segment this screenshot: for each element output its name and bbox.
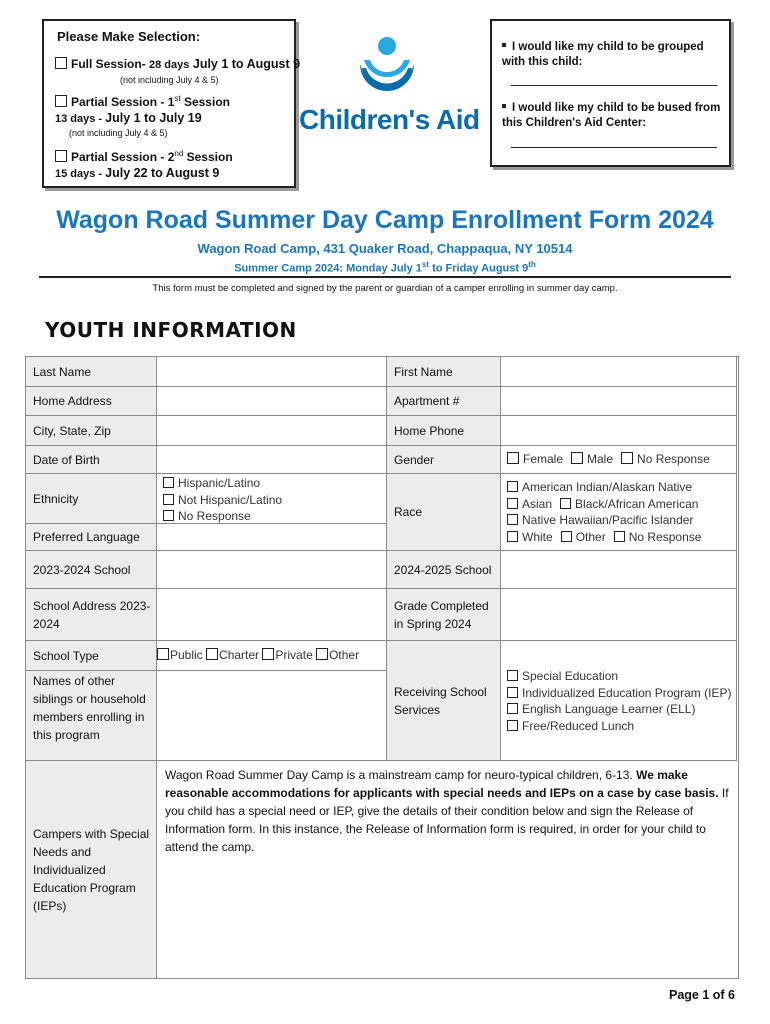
city-state-zip-label: City, State, Zip (26, 416, 157, 446)
ethnicity-option[interactable]: Not Hispanic/Latino (163, 492, 386, 509)
grade-completed-input[interactable] (501, 589, 737, 641)
gender-no-response-option[interactable]: No Response (621, 452, 710, 466)
last-name-label: Last Name (26, 357, 157, 387)
checkbox-icon[interactable] (206, 648, 218, 660)
last-name-input[interactable] (157, 357, 387, 387)
city-state-zip-input[interactable] (157, 416, 387, 446)
race-option[interactable]: Native Hawaiian/Pacific Islander (507, 512, 736, 529)
page-number: Page 1 of 6 (668, 988, 735, 1002)
checkbox-icon[interactable] (507, 703, 518, 714)
school-type-private-option[interactable]: Private (262, 648, 312, 662)
checkbox-icon[interactable] (507, 687, 518, 698)
school-type-label: School Type (26, 641, 157, 671)
school-type-options (157, 641, 387, 671)
race-options (501, 474, 737, 551)
partial-session-2-checkbox[interactable] (55, 150, 67, 162)
full-session-checkbox[interactable] (55, 57, 67, 69)
school-2023-input[interactable] (157, 551, 387, 589)
preferred-language-label: Preferred Language (26, 524, 157, 551)
race-option[interactable]: No Response (614, 530, 702, 544)
ethnicity-option[interactable]: Hispanic/Latino (163, 475, 386, 492)
gender-options (501, 446, 737, 474)
checkbox-icon[interactable] (614, 531, 625, 542)
services-option[interactable]: English Language Learner (ELL) (507, 701, 736, 718)
special-needs-cell[interactable] (157, 761, 737, 978)
gender-female-option[interactable]: Female (507, 452, 563, 466)
school-type-public-option[interactable]: Public (157, 648, 203, 662)
checkbox-icon[interactable] (163, 477, 174, 488)
checkbox-icon[interactable] (507, 481, 518, 492)
apartment-input[interactable] (501, 387, 737, 416)
preferred-language-input[interactable] (157, 524, 387, 551)
race-option[interactable]: Black/African American (560, 497, 698, 511)
full-session-note: (not including July 4 & 5) (120, 75, 219, 85)
checkbox-icon[interactable] (621, 452, 633, 464)
logo-text: Children's Aid (299, 104, 480, 135)
race-option[interactable]: Asian (507, 497, 552, 511)
checkbox-icon[interactable] (157, 648, 169, 660)
apartment-label: Apartment # (387, 387, 501, 416)
session-selection-box (42, 19, 301, 188)
checkbox-icon[interactable] (163, 510, 174, 521)
home-phone-input[interactable] (501, 416, 737, 446)
checkbox-icon[interactable] (561, 531, 572, 542)
checkbox-icon[interactable] (560, 498, 571, 509)
bullet-icon (502, 43, 506, 47)
selection-heading: Please Make Selection: (57, 29, 201, 44)
race-option[interactable]: American Indian/Alaskan Native (507, 479, 736, 496)
checkbox-icon[interactable] (163, 494, 174, 505)
grouping-request-box (490, 19, 731, 167)
first-name-label: First Name (387, 357, 501, 387)
gender-label: Gender (387, 446, 501, 474)
ethnicity-label: Ethnicity (26, 474, 157, 524)
checkbox-icon[interactable] (316, 648, 328, 660)
partial-session-1-option[interactable]: Partial Session - 1st Session (55, 94, 230, 109)
camp-dates: Summer Camp 2024: Monday July 1st to Friday August 9th (234, 260, 536, 275)
race-label: Race (387, 474, 501, 551)
partial-session-1-dates: 13 days - July 1 to July 19 (55, 111, 202, 125)
gender-male-option[interactable]: Male (571, 452, 613, 466)
services-options (501, 641, 737, 761)
date-of-birth-label: Date of Birth (26, 446, 157, 474)
partial-session-1-note: (not including July 4 & 5) (69, 128, 168, 138)
group-child-input[interactable] (511, 85, 717, 86)
date-of-birth-input[interactable] (157, 446, 387, 474)
home-address-input[interactable] (157, 387, 387, 416)
camp-address: Wagon Road Camp, 431 Quaker Road, Chappaqua, NY 10514 (197, 241, 573, 256)
ethnicity-option[interactable]: No Response (163, 508, 386, 525)
race-option[interactable]: White (507, 530, 553, 544)
first-name-input[interactable] (501, 357, 737, 387)
bus-center-input[interactable] (511, 147, 717, 148)
group-request-item: I would like my child to be grouped with this child: (502, 41, 704, 68)
home-address-label: Home Address (26, 387, 157, 416)
checkbox-icon[interactable] (507, 670, 518, 681)
school-address-input[interactable] (157, 589, 387, 641)
partial-session-1-checkbox[interactable] (55, 95, 67, 107)
checkbox-icon[interactable] (571, 452, 583, 464)
checkbox-icon[interactable] (507, 452, 519, 464)
grade-completed-label: Grade Completed in Spring 2024 (387, 589, 501, 641)
checkbox-icon[interactable] (507, 514, 518, 525)
bus-request-item: I would like my child to be bused from this Children's Aid Center: (502, 102, 721, 129)
form-title: Wagon Road Summer Day Camp Enrollment Form 2024 (56, 206, 714, 234)
school-type-other-option[interactable]: Other (316, 648, 359, 662)
services-option[interactable]: Free/Reduced Lunch (507, 718, 736, 735)
special-needs-text: Wagon Road Summer Day Camp is a mainstream camp for neuro-typical children, 6-13. We make reasonable accommodations for applicants with special needs and IEPs on a case by case basis. If you child has a special need or IEP, give the details of their condition below and sign the Release of Information form. In this instance, the Release of Information form is required, in order for your child to attend the camp. (165, 768, 729, 854)
checkbox-icon[interactable] (507, 720, 518, 731)
services-option[interactable]: Individualized Education Program (IEP) (507, 685, 736, 702)
services-option[interactable]: Special Education (507, 668, 736, 685)
checkbox-icon[interactable] (507, 498, 518, 509)
ethnicity-options (157, 474, 387, 524)
youth-information-table (25, 356, 739, 979)
form-instruction: This form must be completed and signed by the parent or guardian of a camper enrolling in summer day camp. (152, 283, 618, 294)
school-type-charter-option[interactable]: Charter (206, 648, 259, 662)
checkbox-icon[interactable] (262, 648, 274, 660)
school-2023-label: 2023-2024 School (26, 551, 157, 589)
siblings-label: Names of other siblings or household members enrolling in this program (26, 671, 157, 761)
bullet-icon (502, 104, 506, 108)
special-needs-label: Campers with Special Needs and Individualized Education Program (IEPs) (26, 761, 157, 978)
race-option[interactable]: Other (561, 530, 606, 544)
receiving-services-label: Receiving School Services (387, 641, 501, 761)
home-phone-label: Home Phone (387, 416, 501, 446)
school-2024-label: 2024-2025 School (387, 551, 501, 589)
school-2024-input[interactable] (501, 551, 737, 589)
partial-session-2-dates: 15 days - July 22 to August 9 (55, 166, 220, 180)
checkbox-icon[interactable] (507, 531, 518, 542)
school-address-label: School Address 2023-2024 (26, 589, 157, 641)
siblings-input[interactable] (157, 671, 387, 761)
partial-session-2-option[interactable]: Partial Session - 2nd Session (55, 149, 233, 164)
divider (39, 276, 731, 278)
section-heading: YOUTH INFORMATION (45, 318, 297, 342)
full-session-option[interactable]: Full Session- 28 days July 1 to August 9 (55, 57, 300, 71)
